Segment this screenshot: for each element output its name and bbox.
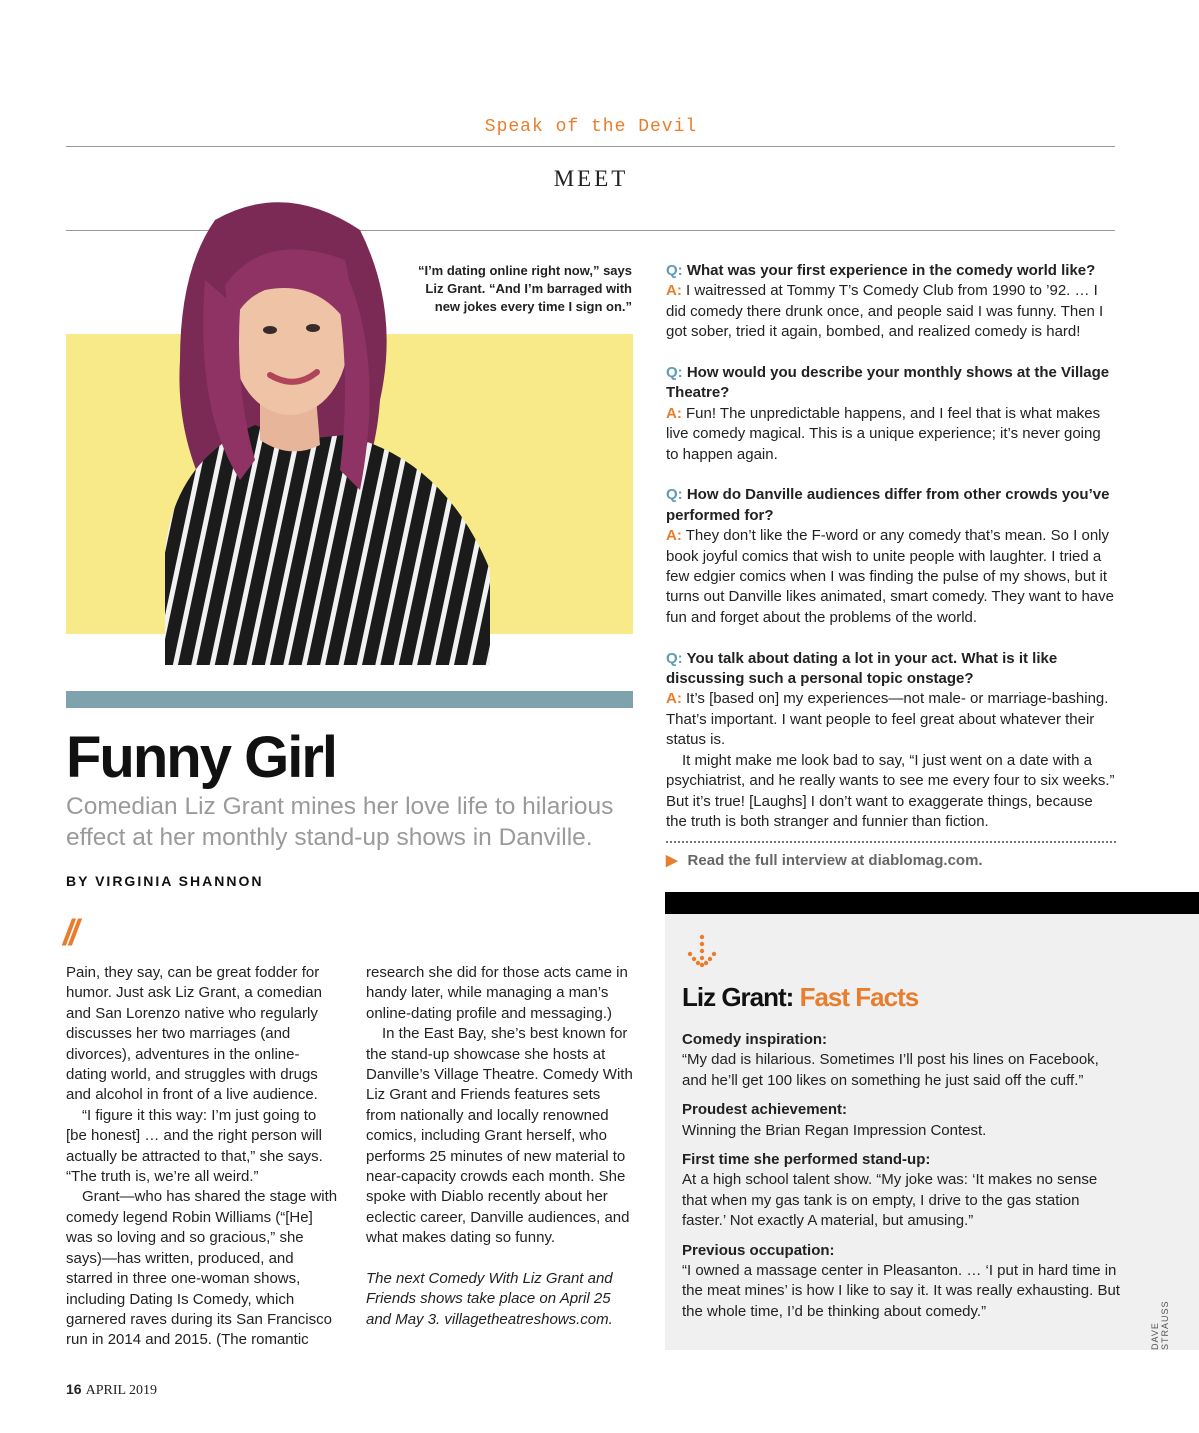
page-footer	[66, 1381, 157, 1399]
question: How would you describe your monthly shows at the Village Theatre?	[666, 364, 1110, 402]
paragraph: research she did for those acts came in handy later, while managing a man’s online-dating profile and messaging.)	[366, 964, 628, 1022]
dotted-arrow-down-icon	[685, 934, 719, 974]
answer: They don’t like the F-word or any comedy that’s mean. So I only book joyful comics that wish to unite people with laughter. I tried a few edgier comics when I was finding the pulse of my shows, but it turns out Danville likes animated, smart comedy. They want to have fun and forget about the problems of the world.	[666, 527, 1114, 626]
fast-facts-name: Liz Grant:	[682, 982, 794, 1012]
q-label: Q:	[666, 649, 683, 667]
fact-text: “My dad is hilarious. Sometimes I’ll post his lines on Facebook, and he’ll get 100 likes on something he just said off the cuff.”	[682, 1051, 1099, 1089]
sidebar-top-bar	[665, 892, 1199, 914]
a-label: A:	[666, 527, 682, 545]
issue-date: APRIL 2019	[85, 1383, 158, 1398]
fact-label: Proudest achievement:	[682, 1101, 848, 1119]
dotted-divider	[666, 841, 1116, 843]
answer: I waitressed at Tommy T’s Comedy Club from 1990 to ’92. … I did comedy there drunk once, and people said I was funny. Then I got sober, tried it again, bombed, and realized comedy is hard!	[666, 282, 1104, 341]
fact-item	[682, 1241, 1122, 1323]
fact-item	[682, 1030, 1122, 1091]
fact-item	[682, 1150, 1122, 1232]
body-column-1	[66, 963, 338, 1351]
show-note: The next Comedy With Liz Grant and Friends shows take place on April 25 and May 3. villagetheatreshows.com.	[366, 1270, 613, 1328]
play-arrow-icon: ▶	[666, 852, 678, 869]
qa-item	[666, 261, 1116, 343]
answer: It’s [based on] my experiences—not male- or marriage-bashing. That’s important. I want people to feel great about whatever their status is.	[666, 690, 1109, 749]
section-kicker: Speak of the Devil	[484, 117, 698, 137]
a-label: A:	[666, 282, 682, 300]
read-more-link[interactable]	[666, 851, 983, 869]
page-number: 16	[66, 1381, 82, 1397]
a-label: A:	[666, 690, 682, 708]
fast-facts-list	[682, 1030, 1122, 1331]
qa-item	[666, 649, 1116, 833]
photo-credit: DAVE STRAUSS	[1150, 1300, 1170, 1350]
article-byline: BY VIRGINIA SHANNON	[66, 873, 264, 889]
a-label: A:	[666, 404, 682, 422]
fact-label: Comedy inspiration:	[682, 1031, 828, 1048]
paragraph: Grant—who has shared the stage with comedy legend Robin Williams (“[He] was so loving and so gracious,” she says)—has written, produced, and starred in three one-woman shows, including Dating Is Comedy, which garnered raves during its San Francisco run in 2014 and 2015. (The romantic	[66, 1188, 338, 1349]
qa-item	[666, 363, 1116, 465]
q-label: Q:	[666, 262, 683, 279]
fact-label: First time she performed stand-up:	[682, 1151, 931, 1169]
read-more-text: Read the full interview at diablomag.com.	[687, 852, 983, 869]
qa-item	[666, 485, 1116, 628]
paragraph: Pain, they say, can be great fodder for humor. Just ask Liz Grant, a comedian and San Lorenzo native who regularly discusses her two marriages (and divorces), adventures in the online-dating world, and struggles with drugs and alcohol in front of a live audience.	[66, 964, 322, 1104]
fast-facts-accent: Fast Facts	[799, 982, 919, 1012]
question: How do Danville audiences differ from other crowds you’ve performed for?	[666, 486, 1110, 524]
interview-qa	[666, 261, 1116, 853]
q-label: Q:	[666, 364, 683, 382]
answer: Fun! The unpredictable happens, and I feel that is what makes live comedy magical. This is a unique experience; it’s never going to happen again.	[666, 404, 1101, 463]
article-dek: Comedian Liz Grant mines her love life to hilarious effect at her monthly stand-up shows in Danville.	[66, 793, 614, 851]
paragraph: In the East Bay, she’s best known for the stand-up showcase she hosts at Danville’s Village Theatre. Comedy With Liz Grant and Friends features sets from nationally and locally renowned comics, including Grant herself, who performs 25 minutes of new material to near-capacity crowds each month. She spoke with Diablo recently about her eclectic career, Danville audiences, and what makes dating so funny.	[366, 1025, 633, 1247]
fact-label: Previous occupation:	[682, 1241, 835, 1259]
answer-continued: It might make me look bad to say, “I just went on a date with a psychiatrist, and he really wants to see me every four to six weeks.” But it’s true! [Laughs] I don’t want to exaggerate things, because the truth is both stranger and funnier than fiction.	[666, 751, 1115, 830]
accent-bar	[66, 691, 633, 708]
fast-facts-title	[682, 982, 918, 1013]
fact-text: “I owned a massage center in Pleasanton. … ‘I put in hard time in the meat mines’ is how I like to say it. It was really exhausting. But the whole time, I’d be thinking about comedy.”	[682, 1262, 1120, 1320]
body-column-2	[366, 963, 634, 1330]
paragraph: “I figure it this way: I’m just going to [be honest] … and the right person will actually be attracted to that,” she says. “The truth is, we’re all weird.”	[66, 1106, 323, 1186]
photo-caption: “I’m dating online right now,” says Liz Grant. “And I’m barraged with new jokes every time I sign on.”	[417, 263, 632, 314]
slash-ornament: //	[63, 912, 76, 953]
q-label: Q:	[666, 486, 683, 504]
fact-text: Winning the Brian Regan Impression Contest.	[682, 1121, 987, 1139]
article-headline: Funny Girl	[66, 725, 336, 790]
section-title: MEET	[553, 166, 629, 191]
header-divider	[66, 146, 1115, 147]
question: What was your first experience in the comedy world like?	[686, 262, 1096, 279]
fact-item	[682, 1100, 1122, 1141]
fact-text: At a high school talent show. “My joke was: ‘It makes no sense that when my gas tank is on empty, I drive to the gas station faster.’ Not exactly A material, but amusing.”	[682, 1171, 1098, 1230]
question: You talk about dating a lot in your act. What is it like discussing such a personal topic onstage?	[666, 649, 1058, 688]
